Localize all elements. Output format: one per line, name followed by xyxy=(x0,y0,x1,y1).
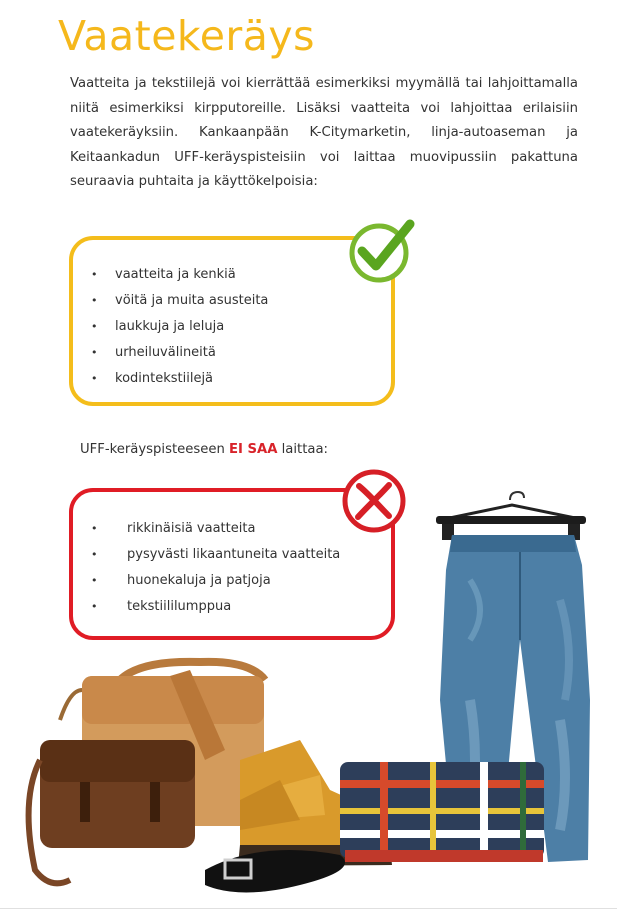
footer-divider xyxy=(0,908,617,909)
list-item: • pysyvästi likaantuneita vaatteita xyxy=(89,542,340,568)
bullet: • xyxy=(91,320,98,333)
leather-bag-image xyxy=(60,662,265,826)
list-item: • huonekaluja ja patjoja xyxy=(89,568,340,594)
list-item: • vaatteita ja kenkiä xyxy=(89,262,268,288)
bullet: • xyxy=(91,268,98,281)
jeans-image xyxy=(436,492,590,862)
cross-icon xyxy=(341,468,407,534)
page-title: Vaatekeräys xyxy=(58,12,316,60)
check-icon xyxy=(348,218,416,284)
denied-items-list xyxy=(89,516,340,620)
bullet: • xyxy=(91,574,98,587)
list-item: • urheiluvälineitä xyxy=(89,340,268,366)
bullet: • xyxy=(91,548,98,561)
list-item: • vöitä ja muita asusteita xyxy=(89,288,268,314)
list-item: • tekstiililumppua xyxy=(89,594,340,620)
denied-heading: UFF-keräyspisteeseen EI SAA laittaa: xyxy=(80,442,328,457)
allowed-items-list xyxy=(89,262,268,392)
list-item: • laukkuja ja leluja xyxy=(89,314,268,340)
satchel-image xyxy=(29,740,195,883)
bullet: • xyxy=(91,522,98,535)
bullet: • xyxy=(91,600,98,613)
bullet: • xyxy=(91,346,98,359)
belt-image xyxy=(205,850,345,893)
blanket-image xyxy=(340,762,544,862)
list-item: • kodintekstiilejä xyxy=(89,366,268,392)
bullet: • xyxy=(91,372,98,385)
allowed-items-box xyxy=(69,236,395,406)
bullet: • xyxy=(91,294,98,307)
boots-image xyxy=(238,740,392,866)
denied-emphasis: EI SAA xyxy=(229,442,278,457)
intro-paragraph: Vaatteita ja tekstiilejä voi kierrättää esimerkiksi myymällä tai lahjoittamalla niitä esimerkiksi kirpputoreille. Lisäksi vaatteita voi lahjoittaa erilaisiin vaatekeräyksiin. Kankaanpään K-Citymarketin, linja-autoaseman ja Keitaankadun UFF-keräyspisteisiin voi laittaa muovipussiin pakattuna seuraavia puhtaita ja käyttökelpoisia: xyxy=(70,76,578,190)
list-item: • rikkinäisiä vaatteita xyxy=(89,516,340,542)
